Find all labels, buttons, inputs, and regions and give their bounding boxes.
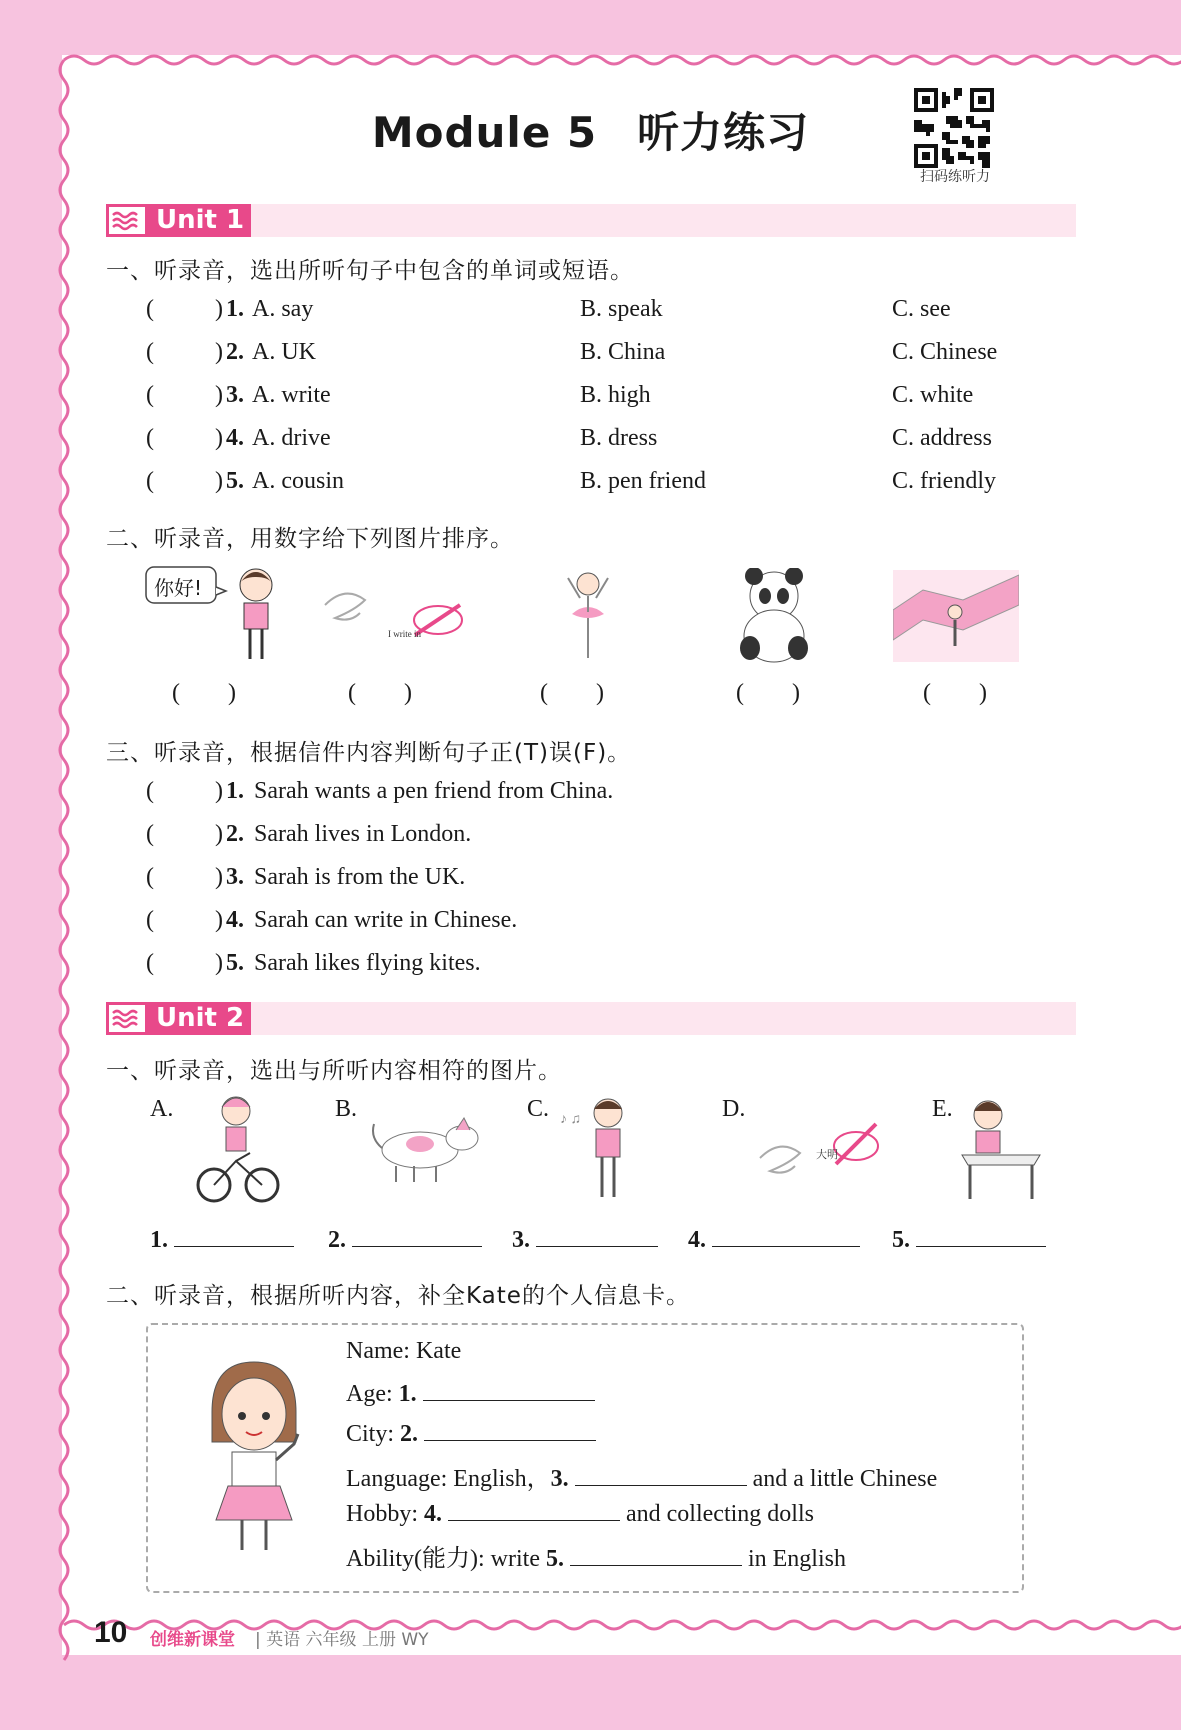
answer-paren-open: (: [146, 339, 154, 365]
unit1-label: Unit 1: [156, 205, 245, 235]
unit1-header-bar: [106, 204, 1076, 237]
answer-paren-close: ): [215, 339, 223, 365]
qr-caption: 扫码练听力: [920, 169, 990, 185]
answer-paren-open: (: [146, 778, 154, 804]
card-language-after: and a little Chinese: [752, 1466, 938, 1492]
pic-caption-text: I write in: [388, 629, 421, 639]
card-language-num: 3.: [550, 1466, 569, 1492]
writing-dayming-picture: [750, 1108, 890, 1194]
statement-text: Sarah likes flying kites.: [254, 950, 481, 976]
answer-blank[interactable]: [174, 1224, 294, 1247]
question-number: 2.: [226, 339, 244, 365]
statement-text: Sarah can write in Chinese.: [254, 907, 518, 933]
wave-icon: [109, 207, 145, 234]
card-ability-label: Ability(能力): write: [346, 1546, 540, 1572]
unit1-tag: [106, 204, 251, 237]
answer-number: 1.: [150, 1227, 168, 1253]
answer-paren-close: ): [215, 382, 223, 408]
answer-slot[interactable]: [166, 386, 210, 408]
card-city-label: City:: [346, 1421, 395, 1447]
answer-blank[interactable]: [712, 1224, 860, 1247]
qr-code-icon[interactable]: [914, 88, 994, 168]
title-zh: 听力练习: [637, 108, 810, 157]
answer-paren-close: ): [215, 425, 223, 451]
option-a[interactable]: A. drive: [252, 425, 331, 451]
statement-number: 2.: [226, 821, 244, 847]
card-city-blank[interactable]: [424, 1418, 596, 1441]
card-age-label: Age:: [346, 1381, 393, 1407]
statement-number: 4.: [226, 907, 244, 933]
singing-boy-picture: [556, 1093, 646, 1203]
answer-paren-close: ): [215, 950, 223, 976]
card-language-blank[interactable]: [575, 1463, 747, 1486]
option-c[interactable]: C. Chinese: [892, 339, 998, 365]
module-label: Module 5: [371, 108, 598, 157]
panda-picture: [734, 568, 820, 664]
ordering-answer-paren[interactable]: ( ): [923, 680, 987, 706]
girl-greeting-picture: [228, 563, 284, 667]
svg-text:♪ ♫: ♪ ♫: [560, 1112, 581, 1127]
answer-paren-close: ): [215, 907, 223, 933]
tf-answer-slot[interactable]: [166, 782, 210, 804]
unit1-sec3-title: 三、听录音，根据信件内容判断句子正(T)误(F)。: [106, 740, 632, 766]
girl-at-desk-picture: [958, 1093, 1044, 1205]
answer-paren-close: ): [215, 296, 223, 322]
ordering-answer-paren[interactable]: ( ): [348, 680, 412, 706]
card-ability-row: [346, 1538, 846, 1573]
pic-d-caption: 大明: [816, 1148, 838, 1161]
footer-brand: 创维新课堂: [150, 1630, 235, 1650]
unit1-sec2-title: 二、听录音，用数字给下列图片排序。: [106, 526, 514, 552]
answer-paren-close: ): [215, 778, 223, 804]
answer-blank-row: [150, 1224, 294, 1254]
question-number: 4.: [226, 425, 244, 451]
page-title: [0, 100, 1181, 160]
answer-paren-open: (: [146, 907, 154, 933]
answer-paren-open: (: [146, 425, 154, 451]
statement-number: 5.: [226, 950, 244, 976]
option-c[interactable]: C. address: [892, 425, 992, 451]
answer-paren-close: ): [215, 821, 223, 847]
wave-icon: [109, 1005, 145, 1032]
unit1-sec1-title: 一、听录音，选出所听句子中包含的单词或短语。: [106, 258, 634, 284]
speech-bubble: [144, 565, 224, 605]
option-a[interactable]: A. write: [252, 382, 331, 408]
unit2-tag: [106, 1002, 251, 1035]
answer-blank[interactable]: [916, 1224, 1046, 1247]
answer-blank-row: [328, 1224, 482, 1254]
answer-number: 4.: [688, 1227, 706, 1253]
answer-number: 2.: [328, 1227, 346, 1253]
answer-slot[interactable]: [166, 343, 210, 365]
option-c[interactable]: C. see: [892, 296, 951, 322]
picture-letter: C.: [527, 1096, 550, 1122]
option-b[interactable]: B. high: [580, 382, 651, 408]
answer-paren-close: ): [215, 468, 223, 494]
ordering-answer-paren[interactable]: ( ): [540, 680, 604, 706]
card-city-num: 2.: [400, 1421, 419, 1447]
dog-picture: [366, 1108, 482, 1188]
answer-slot[interactable]: [166, 429, 210, 451]
unit2-header-bar: [106, 1002, 1076, 1035]
card-hobby-after: and collecting dolls: [626, 1501, 814, 1527]
option-b[interactable]: B. pen friend: [580, 468, 706, 494]
option-b[interactable]: B. China: [580, 339, 666, 365]
kate-portrait-picture: [200, 1360, 304, 1560]
statement-text: Sarah is from the UK.: [254, 864, 466, 890]
bubble-text: 你好!: [154, 576, 203, 600]
answer-blank-row: [892, 1224, 1046, 1254]
card-hobby-blank[interactable]: [448, 1498, 620, 1521]
unit2-label: Unit 2: [156, 1003, 245, 1033]
answer-paren-open: (: [146, 296, 154, 322]
unit2-sec1-title: 一、听录音，选出与所听内容相符的图片。: [106, 1058, 562, 1084]
writing-hand-picture: [320, 575, 470, 645]
option-b[interactable]: B. speak: [580, 296, 663, 322]
question-number: 1.: [226, 296, 244, 322]
tf-answer-slot[interactable]: [166, 825, 210, 847]
ordering-answer-paren[interactable]: ( ): [736, 680, 800, 706]
footer-info: | 英语 六年级 上册 WY: [255, 1630, 429, 1650]
ordering-answer-paren[interactable]: ( ): [172, 680, 236, 706]
card-age-row: [346, 1378, 595, 1408]
card-ability-num: 5.: [545, 1546, 564, 1572]
statement-number: 3.: [226, 864, 244, 890]
card-language-label: Language: English，: [346, 1466, 551, 1492]
card-name: Name: Kate: [346, 1338, 462, 1364]
statement-text: Sarah lives in London.: [254, 821, 472, 847]
answer-number: 3.: [512, 1227, 530, 1253]
option-a[interactable]: A. say: [252, 296, 314, 322]
option-c[interactable]: C. friendly: [892, 468, 996, 494]
unit2-sec2-title: 二、听录音，根据所听内容，补全Kate的个人信息卡。: [106, 1283, 690, 1309]
card-age-blank[interactable]: [423, 1378, 595, 1401]
answer-number: 5.: [892, 1227, 910, 1253]
answer-paren-open: (: [146, 382, 154, 408]
tf-answer-slot[interactable]: [166, 911, 210, 933]
card-hobby-label: Hobby:: [346, 1501, 418, 1527]
answer-paren-open: (: [146, 950, 154, 976]
page-number: 10: [94, 1616, 128, 1649]
card-ability-blank[interactable]: [570, 1543, 742, 1566]
card-language-row: [346, 1458, 937, 1493]
answer-blank-row: [512, 1224, 658, 1254]
answer-blank-row: [688, 1224, 860, 1254]
picture-letter: D.: [722, 1096, 746, 1122]
ballet-girl-picture: [558, 568, 618, 668]
statement-text: Sarah wants a pen friend from China.: [254, 778, 614, 804]
bike-rider-picture: [196, 1093, 280, 1205]
picture-letter: E.: [932, 1096, 953, 1122]
picture-letter: B.: [335, 1096, 358, 1122]
answer-slot[interactable]: [166, 472, 210, 494]
question-number: 3.: [226, 382, 244, 408]
card-hobby-num: 4.: [424, 1501, 442, 1527]
statement-number: 1.: [226, 778, 244, 804]
answer-paren-open: (: [146, 864, 154, 890]
card-city-row: [346, 1418, 596, 1448]
card-age-num: 1.: [398, 1381, 417, 1407]
answer-blank[interactable]: [352, 1224, 482, 1247]
card-hobby-row: [346, 1498, 814, 1528]
tf-answer-slot[interactable]: [166, 868, 210, 890]
option-b[interactable]: B. dress: [580, 425, 658, 451]
answer-paren-open: (: [146, 821, 154, 847]
option-a[interactable]: A. UK: [252, 339, 316, 365]
great-wall-picture: [893, 570, 1019, 662]
card-ability-after: in English: [747, 1546, 846, 1572]
answer-paren-open: (: [146, 468, 154, 494]
option-c[interactable]: C. white: [892, 382, 974, 408]
answer-blank[interactable]: [536, 1224, 658, 1247]
picture-letter: A.: [150, 1096, 174, 1122]
question-number: 5.: [226, 468, 244, 494]
option-a[interactable]: A. cousin: [252, 468, 344, 494]
answer-paren-close: ): [215, 864, 223, 890]
tf-answer-slot[interactable]: [166, 954, 210, 976]
answer-slot[interactable]: [166, 300, 210, 322]
